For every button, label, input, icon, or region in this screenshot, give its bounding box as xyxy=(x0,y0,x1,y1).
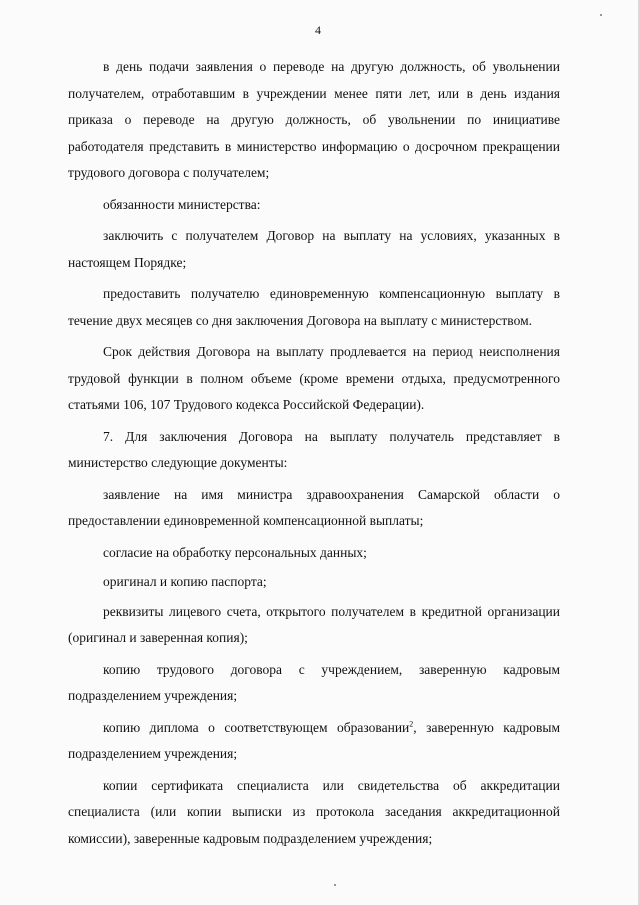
paragraph: копию трудового договора с учреждением, заверенную кадровым подразделением учреждения; xyxy=(68,661,560,703)
page-number: 4 xyxy=(315,23,321,37)
paragraph: в день подачи заявления о переводе на другую должность, об увольнении получателем, отработавшим в учреждении менее пяти лет, или в день издания приказа о переводе на другую должность, об увольнении по инициативе работодателя представить в министерство информацию о досрочном прекращении трудового договора с получателем; xyxy=(68,59,560,180)
paragraph: заявление на имя министра здравоохранения Самарской области о предоставлении единовременной компенсационной выплаты; xyxy=(68,486,560,528)
scan-speck xyxy=(600,14,602,16)
paragraph: предоставить получателю единовременную компенсационную выплату в течение двух месяцев со дня заключения Договора на выплату с министерством. xyxy=(68,286,560,328)
paragraph: копии сертификата специалиста или свидетельства об аккредитации специалиста (или копии выписки из протокола заседания аккредитационной комиссии), заверенные кадровым подразделением учреждения; xyxy=(68,777,560,846)
scan-speck xyxy=(334,884,336,886)
paragraph: реквизиты лицевого счета, открытого получателем в кредитной организации (оригинал и заверенная копия); xyxy=(68,603,560,645)
paragraph-with-footnote xyxy=(68,715,560,768)
paragraph-text: копию диплома о соответствующем образовании xyxy=(103,719,410,735)
paragraph-text: , заверенную кадровым подразделением учреждения; xyxy=(68,719,561,761)
paragraph: заключить с получателем Договор на выплату на условиях, указанных в настоящем Порядке; xyxy=(68,228,560,270)
paragraph: согласие на обработку персональных данных; xyxy=(103,544,367,560)
footnote-marker: 2 xyxy=(409,719,414,728)
paragraph: обязанности министерства: xyxy=(103,196,261,212)
paragraph: оригинал и копию паспорта; xyxy=(103,574,267,589)
paragraph: 7. Для заключения Договора на выплату получатель представляет в министерство следующие документы: xyxy=(68,428,560,470)
paragraph: Срок действия Договора на выплату продлевается на период неисполнения трудовой функции в полном объеме (кроме времени отдыха, предусмотренного статьями 106, 107 Трудового кодекса Российской Федерации). xyxy=(68,344,560,412)
